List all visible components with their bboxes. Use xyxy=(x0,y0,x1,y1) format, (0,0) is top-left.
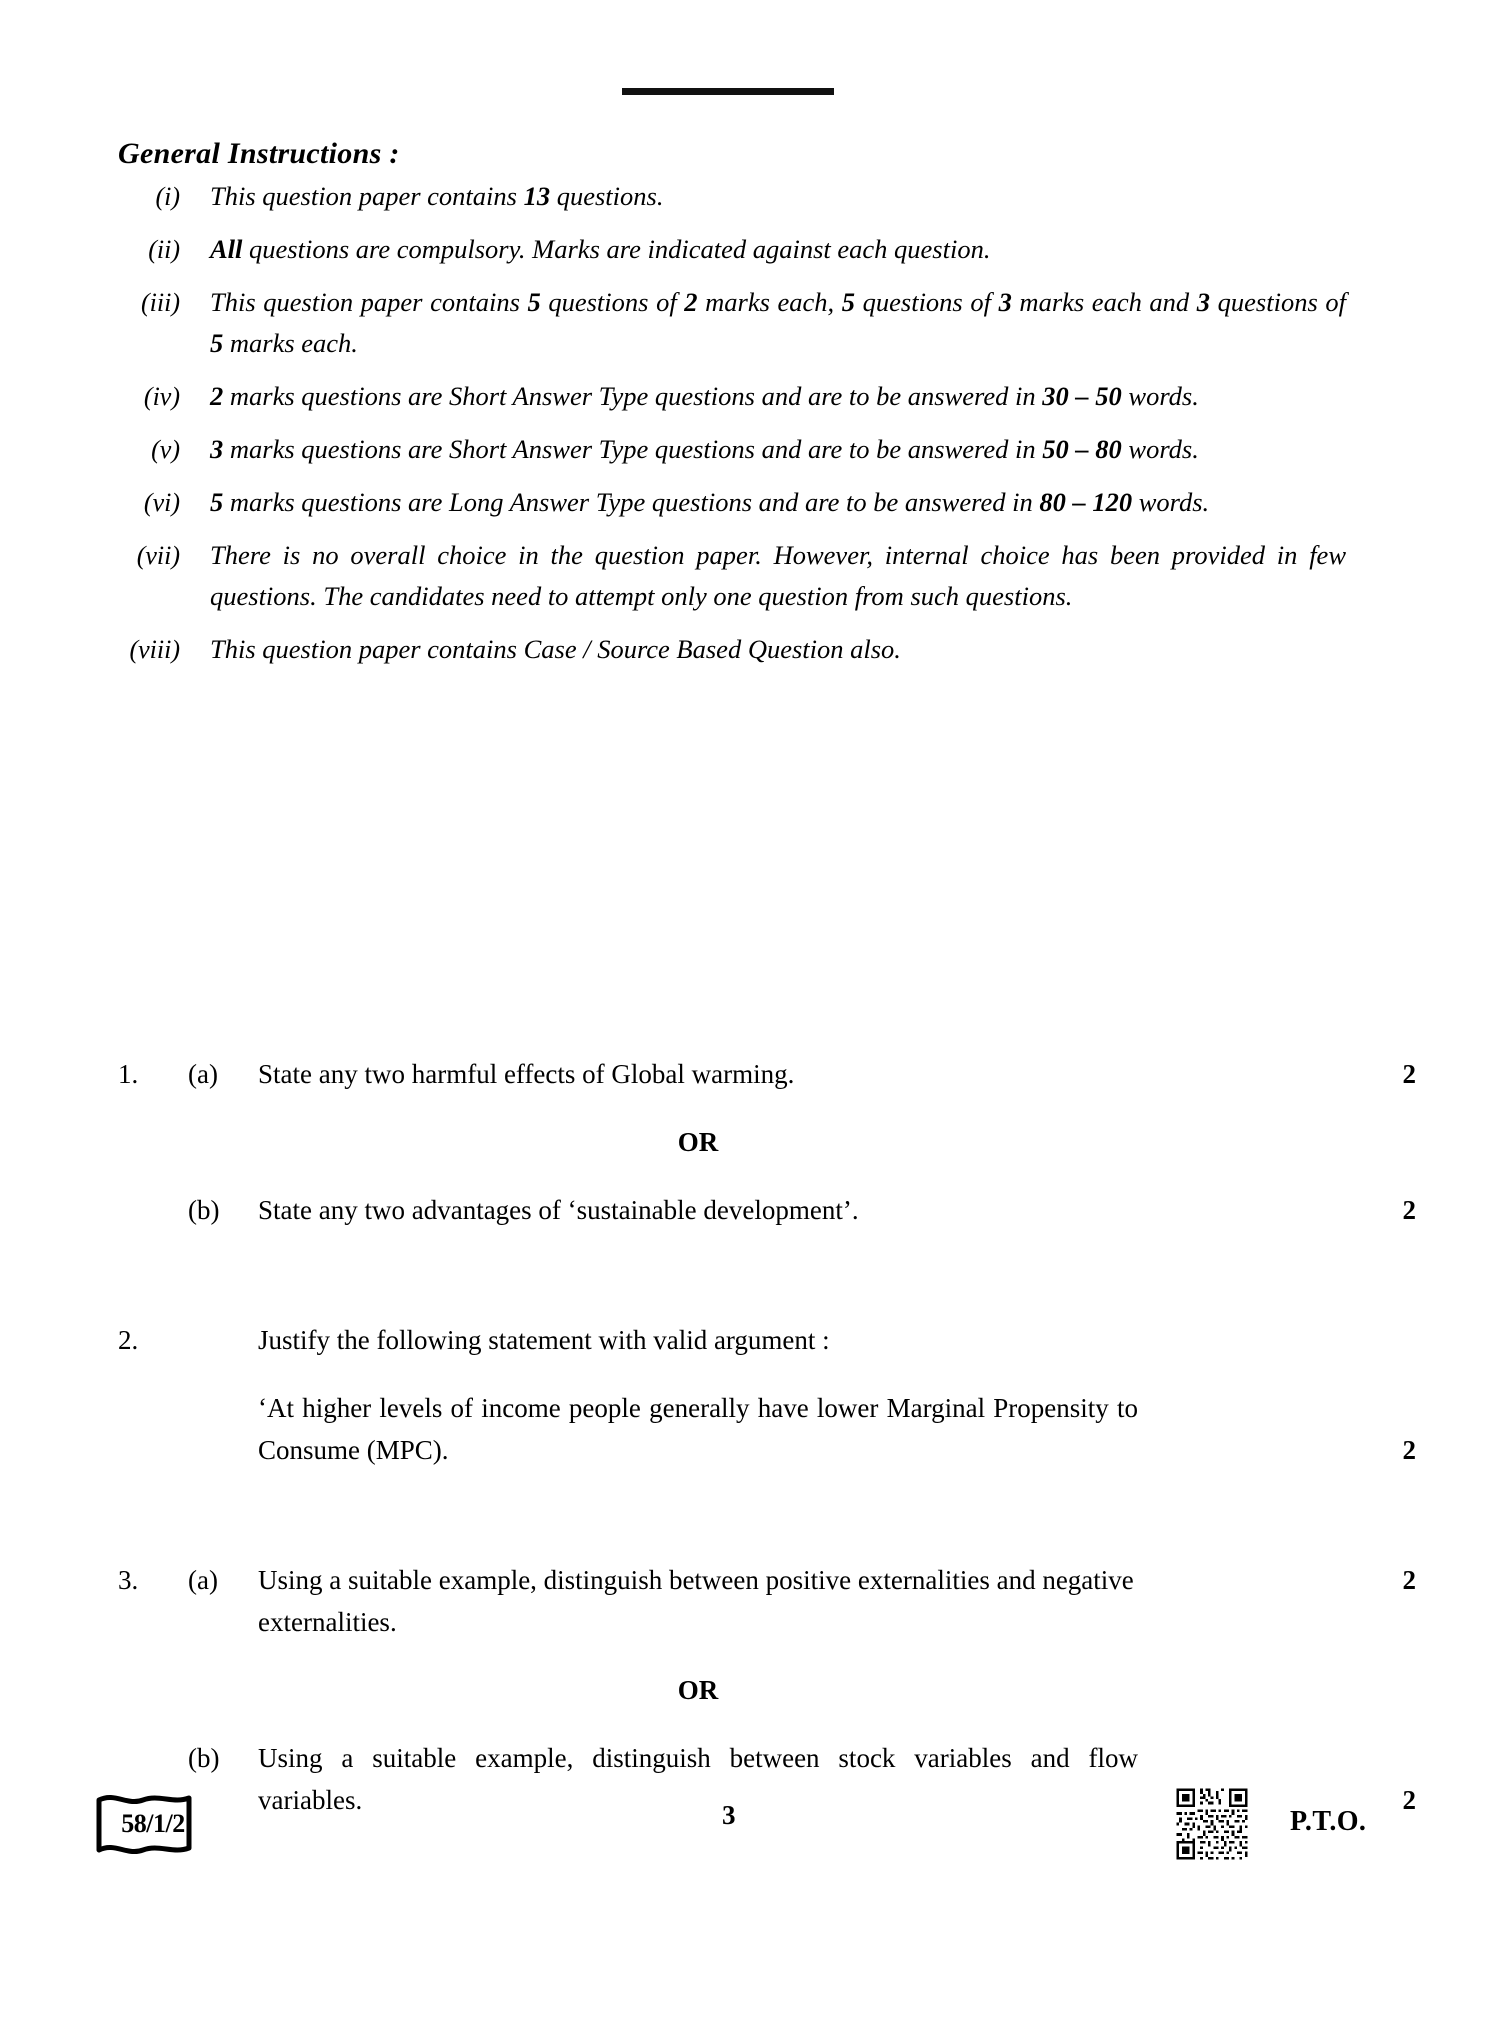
question-marks: 2 xyxy=(1402,1435,1416,1465)
instruction-row xyxy=(118,282,1348,364)
general-instructions-heading: General Instructions : xyxy=(118,137,400,170)
question-number: 3. xyxy=(118,1565,139,1595)
question-row xyxy=(118,1559,1416,1643)
spacer xyxy=(118,1471,1358,1497)
or-separator: OR xyxy=(677,1675,719,1705)
instruction-number: (iii) xyxy=(141,288,180,317)
question-text: Using a suitable example, distinguish between positive externalities and negative externalities. xyxy=(258,1565,1134,1637)
instruction-text: This question paper contains 5 questions of 2 marks each, 5 questions of 3 marks each and 3 questions of 5 marks each. xyxy=(210,287,1346,358)
instruction-row xyxy=(118,629,1348,670)
instruction-row xyxy=(118,229,1348,270)
spacer xyxy=(118,1361,1358,1387)
instruction-row xyxy=(118,176,1348,217)
question-number: 2. xyxy=(118,1325,139,1355)
question-row xyxy=(118,1189,1416,1231)
instruction-number: (i) xyxy=(155,182,180,211)
instruction-row xyxy=(118,376,1348,417)
spacer xyxy=(118,1163,1358,1189)
instruction-text: There is no overall choice in the question paper. However, internal choice has been provided in few questions. The candidates need to attempt only one question from such questions. xyxy=(210,540,1346,611)
page-number: 3 xyxy=(722,1800,736,1830)
header-rule xyxy=(622,88,834,95)
question-sublabel: (b) xyxy=(188,1195,220,1225)
spacer xyxy=(118,1711,1358,1737)
question-marks: 2 xyxy=(1402,1195,1416,1225)
paper-code-text: 58/1/2 xyxy=(121,1809,185,1838)
question-sublabel: (b) xyxy=(188,1743,220,1773)
page-footer xyxy=(0,1782,1505,1902)
spacer xyxy=(118,1643,1358,1669)
spacer xyxy=(118,1095,1358,1121)
instruction-row xyxy=(118,535,1348,617)
question-text: State any two advantages of ‘sustainable development’. xyxy=(258,1195,859,1225)
question-text: State any two harmful effects of Global warming. xyxy=(258,1059,795,1089)
qr-code xyxy=(1174,1786,1250,1862)
question-row xyxy=(118,1387,1416,1471)
question-text: Using a suitable example, distinguish between stock variables and flow variables. xyxy=(258,1743,1138,1815)
instruction-text: This question paper contains 13 questions. xyxy=(210,181,664,211)
block-spacer xyxy=(118,1257,1358,1319)
paper-code-badge xyxy=(93,1790,213,1858)
question-row xyxy=(118,1319,1358,1361)
pto-label: P.T.O. xyxy=(1290,1806,1367,1837)
question-text: Justify the following statement with valid argument : xyxy=(258,1325,830,1355)
question-number: 1. xyxy=(118,1059,139,1089)
instruction-number: (viii) xyxy=(129,635,180,664)
question-block xyxy=(118,1053,1416,1257)
question-sublabel: (a) xyxy=(188,1565,218,1595)
instruction-number: (iv) xyxy=(143,382,180,411)
instruction-text: This question paper contains Case / Source Based Question also. xyxy=(210,634,901,664)
instruction-text: 2 marks questions are Short Answer Type questions and are to be answered in 30 – 50 words. xyxy=(210,381,1199,411)
question-marks: 2 xyxy=(1402,1565,1416,1595)
question-sublabel: (a) xyxy=(188,1059,218,1089)
questions-list xyxy=(118,1053,1416,1909)
instruction-number: (vi) xyxy=(143,488,180,517)
instruction-row xyxy=(118,429,1348,470)
instruction-text: All questions are compulsory. Marks are indicated against each question. xyxy=(210,234,991,264)
question-block xyxy=(118,1319,1416,1497)
instruction-number: (v) xyxy=(151,435,180,464)
general-instructions-list xyxy=(118,176,1348,682)
question-row xyxy=(118,1053,1416,1095)
question-marks: 2 xyxy=(1402,1785,1416,1815)
instruction-number: (vii) xyxy=(136,541,180,570)
instruction-row xyxy=(118,482,1348,523)
or-separator: OR xyxy=(677,1127,719,1157)
instruction-number: (ii) xyxy=(148,235,180,264)
instruction-text: 5 marks questions are Long Answer Type questions and are to be answered in 80 – 120 words. xyxy=(210,487,1210,517)
question-marks: 2 xyxy=(1402,1059,1416,1089)
question-text: ‘At higher levels of income people generally have lower Marginal Propensity to Consume (MPC). xyxy=(258,1393,1138,1465)
block-spacer xyxy=(118,1497,1358,1559)
instruction-text: 3 marks questions are Short Answer Type questions and are to be answered in 50 – 80 words. xyxy=(210,434,1199,464)
spacer xyxy=(118,1231,1358,1257)
